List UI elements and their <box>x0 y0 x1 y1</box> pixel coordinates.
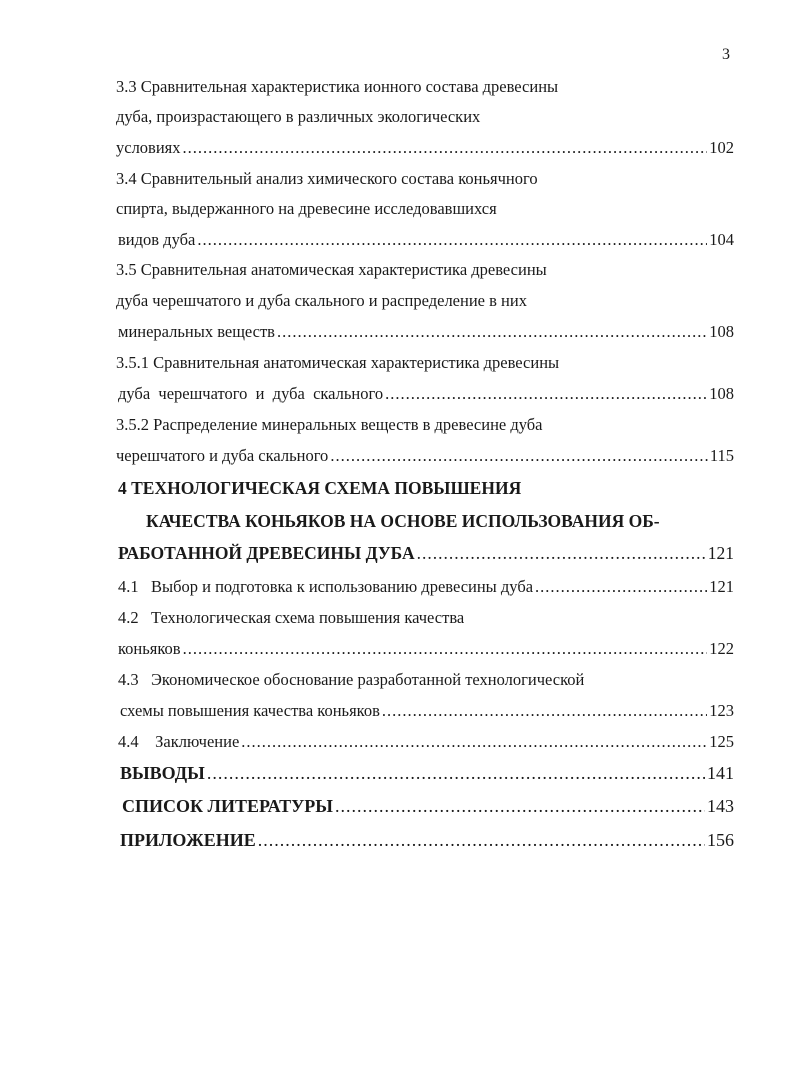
toc-entry-3-5[interactable] <box>118 322 734 342</box>
toc-page-number: 108 <box>709 322 734 341</box>
dot-leader <box>258 830 705 850</box>
toc-entry-title: коньяков <box>118 639 181 658</box>
toc-entry-4-3[interactable] <box>120 701 734 721</box>
toc-page-number: 104 <box>709 230 734 249</box>
dot-leader <box>382 701 707 721</box>
toc-page-number: 125 <box>709 732 734 751</box>
toc-entry-appendix[interactable] <box>120 830 734 850</box>
toc-entry-4-1[interactable] <box>118 577 734 597</box>
dot-leader <box>330 446 708 466</box>
toc-entry-4[interactable] <box>118 543 734 563</box>
toc-page-number: 141 <box>707 763 734 783</box>
toc-entry-title: ПРИЛОЖЕНИЕ <box>120 830 256 850</box>
toc-page-number: 143 <box>707 796 734 816</box>
toc-entry-4-2[interactable] <box>118 639 734 659</box>
toc-entry-3-5-2[interactable] <box>116 446 734 466</box>
toc-entry-title: 4.4 Заключение <box>118 732 240 751</box>
toc-page-number: 121 <box>707 543 734 563</box>
toc-entry-title: черешчатого и дуба скального <box>116 446 329 465</box>
dot-leader <box>417 543 706 563</box>
toc-entry-3-3[interactable] <box>116 138 734 158</box>
toc-entry-title: дуба черешчатого и дуба скального <box>118 384 384 403</box>
toc-entry-title: минеральных веществ <box>118 322 275 341</box>
toc-entry-title: схемы повышения качества коньяков <box>120 701 380 720</box>
dot-leader <box>535 577 707 597</box>
toc-entry-title: 4.1 Выбор и подготовка к использованию древесины дуба <box>118 577 534 596</box>
toc-entry-4-4[interactable] <box>118 732 734 752</box>
page-number: 3 <box>722 46 730 63</box>
toc-entry-3-4[interactable] <box>118 230 734 250</box>
toc-page-number: 121 <box>709 577 734 596</box>
dot-leader <box>335 796 705 816</box>
toc-entry-title: ВЫВОДЫ <box>120 763 205 783</box>
dot-leader <box>197 230 707 250</box>
dot-leader <box>183 639 708 659</box>
toc-entry-title: РАБОТАННОЙ ДРЕВЕСИНЫ ДУБА <box>118 543 415 563</box>
toc-entry-3-5-1[interactable] <box>118 384 734 404</box>
toc-entry-references[interactable] <box>122 796 734 816</box>
toc-entry-title: видов дуба <box>118 230 196 249</box>
dot-leader <box>277 322 707 342</box>
dot-leader <box>207 763 705 783</box>
toc-page-number: 123 <box>709 701 734 720</box>
dot-leader <box>183 138 708 158</box>
toc-page-number: 156 <box>707 830 734 850</box>
dot-leader <box>241 732 707 752</box>
toc-page-number: 102 <box>709 138 734 157</box>
toc-entry-conclusions[interactable] <box>120 763 734 783</box>
toc-page-number: 115 <box>709 446 734 465</box>
toc-page-number: 108 <box>709 384 734 403</box>
dot-leader <box>385 384 707 404</box>
toc-page-number: 122 <box>709 639 734 658</box>
toc-entry-title: условиях <box>116 138 181 157</box>
toc-entry-title: СПИСОК ЛИТЕРАТУРЫ <box>122 796 333 816</box>
